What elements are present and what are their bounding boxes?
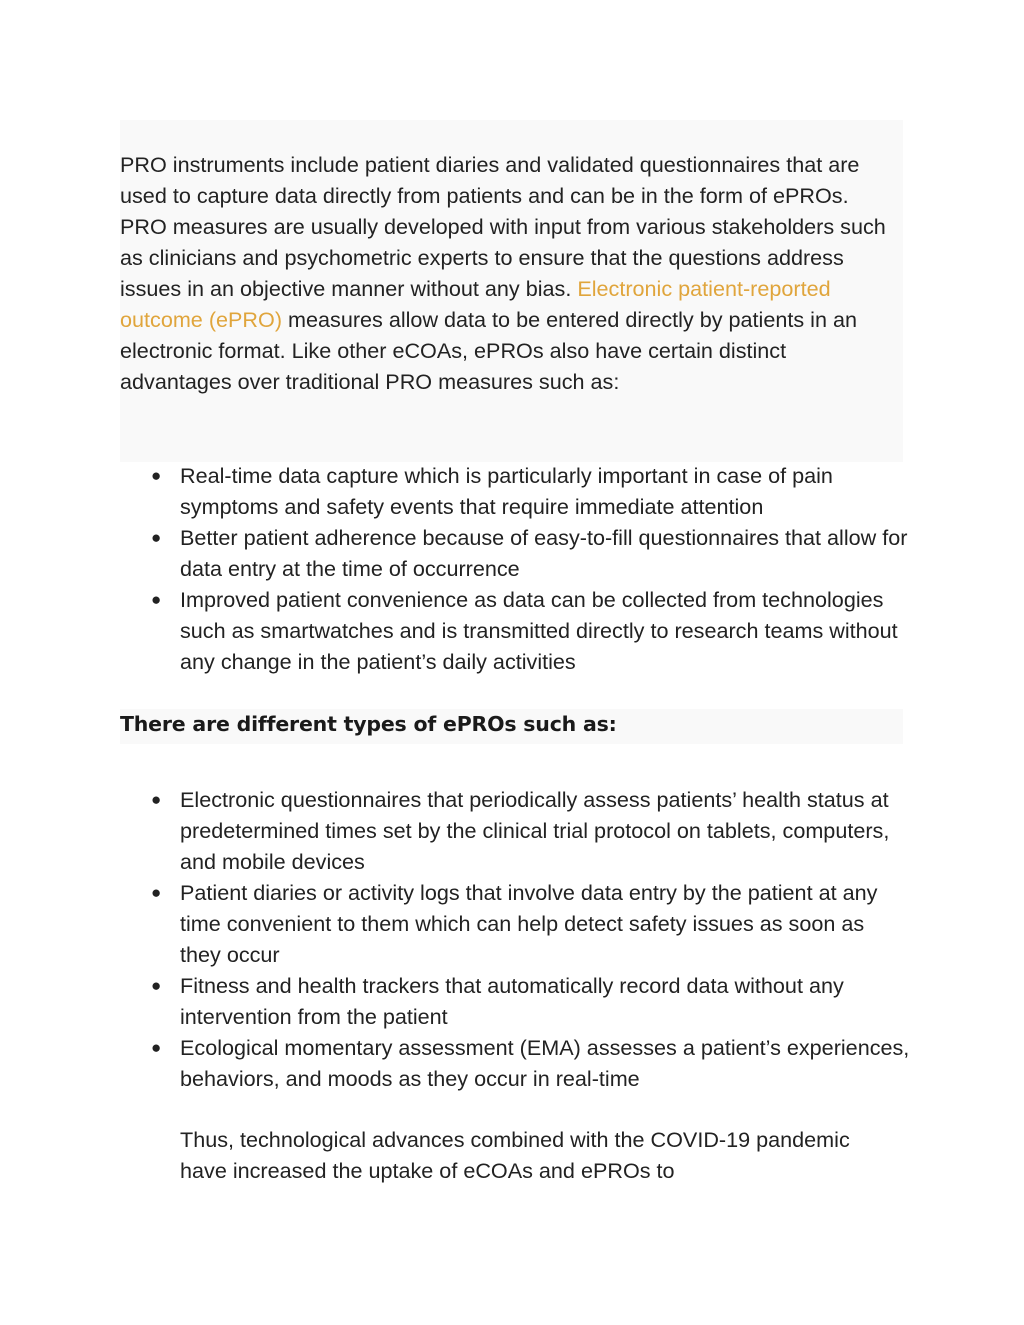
- intro-text-after: measures allow data to be entered directly by patients in an electronic format. Like other eCOAs, ePROs also have certain distinct advantages over traditional PRO measures such as:: [120, 307, 857, 394]
- bullet-icon: ●: [151, 466, 162, 485]
- bullet-icon: ●: [151, 528, 162, 547]
- list-item-text: Ecological momentary assessment (EMA) assesses a patient’s experiences, behaviors, and moods as they occur in real-time: [180, 1035, 910, 1091]
- bullet-icon: ●: [151, 590, 162, 609]
- list-item: [120, 460, 910, 522]
- list-item: [120, 522, 910, 584]
- closing-paragraph: Thus, technological advances combined with the COVID-19 pandemic have increased the uptake of eCOAs and ePROs to: [180, 1127, 850, 1183]
- list-item: [120, 584, 910, 677]
- list-item-text: Real-time data capture which is particularly important in case of pain symptoms and safety events that require immediate attention: [180, 463, 833, 519]
- intro-paragraph: [120, 149, 900, 397]
- list-item: [120, 784, 910, 877]
- bullet-icon: ●: [151, 790, 162, 809]
- bullet-icon: ●: [151, 883, 162, 902]
- list-item-text: Electronic questionnaires that periodically assess patients’ health status at predetermined times set by the clinical trial protocol on tablets, computers, and mobile devices: [180, 787, 890, 874]
- intro-text-before: PRO instruments include patient diaries and validated questionnaires that are used to capture data directly from patients and can be in the form of ePROs. PRO measures are usually developed with input from various stakeholders such as clinicians and psychometric experts to ensure that the questions address issues in an objective manner without any bias.: [120, 152, 886, 301]
- advantages-list: [120, 460, 910, 677]
- bullet-icon: ●: [151, 1038, 162, 1057]
- bullet-icon: ●: [151, 976, 162, 995]
- epro-link[interactable]: Electronic patient-reported outcome (ePRO): [120, 276, 831, 332]
- list-item-text: Better patient adherence because of easy-to-fill questionnaires that allow for data entry at the time of occurrence: [180, 525, 908, 581]
- types-heading: There are different types of ePROs such as:: [120, 712, 617, 736]
- list-item-text: Fitness and health trackers that automatically record data without any intervention from the patient: [180, 973, 844, 1029]
- list-item: [120, 877, 910, 970]
- list-item-text: Improved patient convenience as data can be collected from technologies such as smartwatches and is transmitted directly to research teams without any change in the patient’s daily activities: [180, 587, 898, 674]
- list-item-text: Patient diaries or activity logs that involve data entry by the patient at any time convenient to them which can help detect safety issues as soon as they occur: [180, 880, 878, 967]
- list-item: [120, 970, 910, 1032]
- list-item: [120, 1032, 910, 1094]
- types-list: [120, 784, 910, 1094]
